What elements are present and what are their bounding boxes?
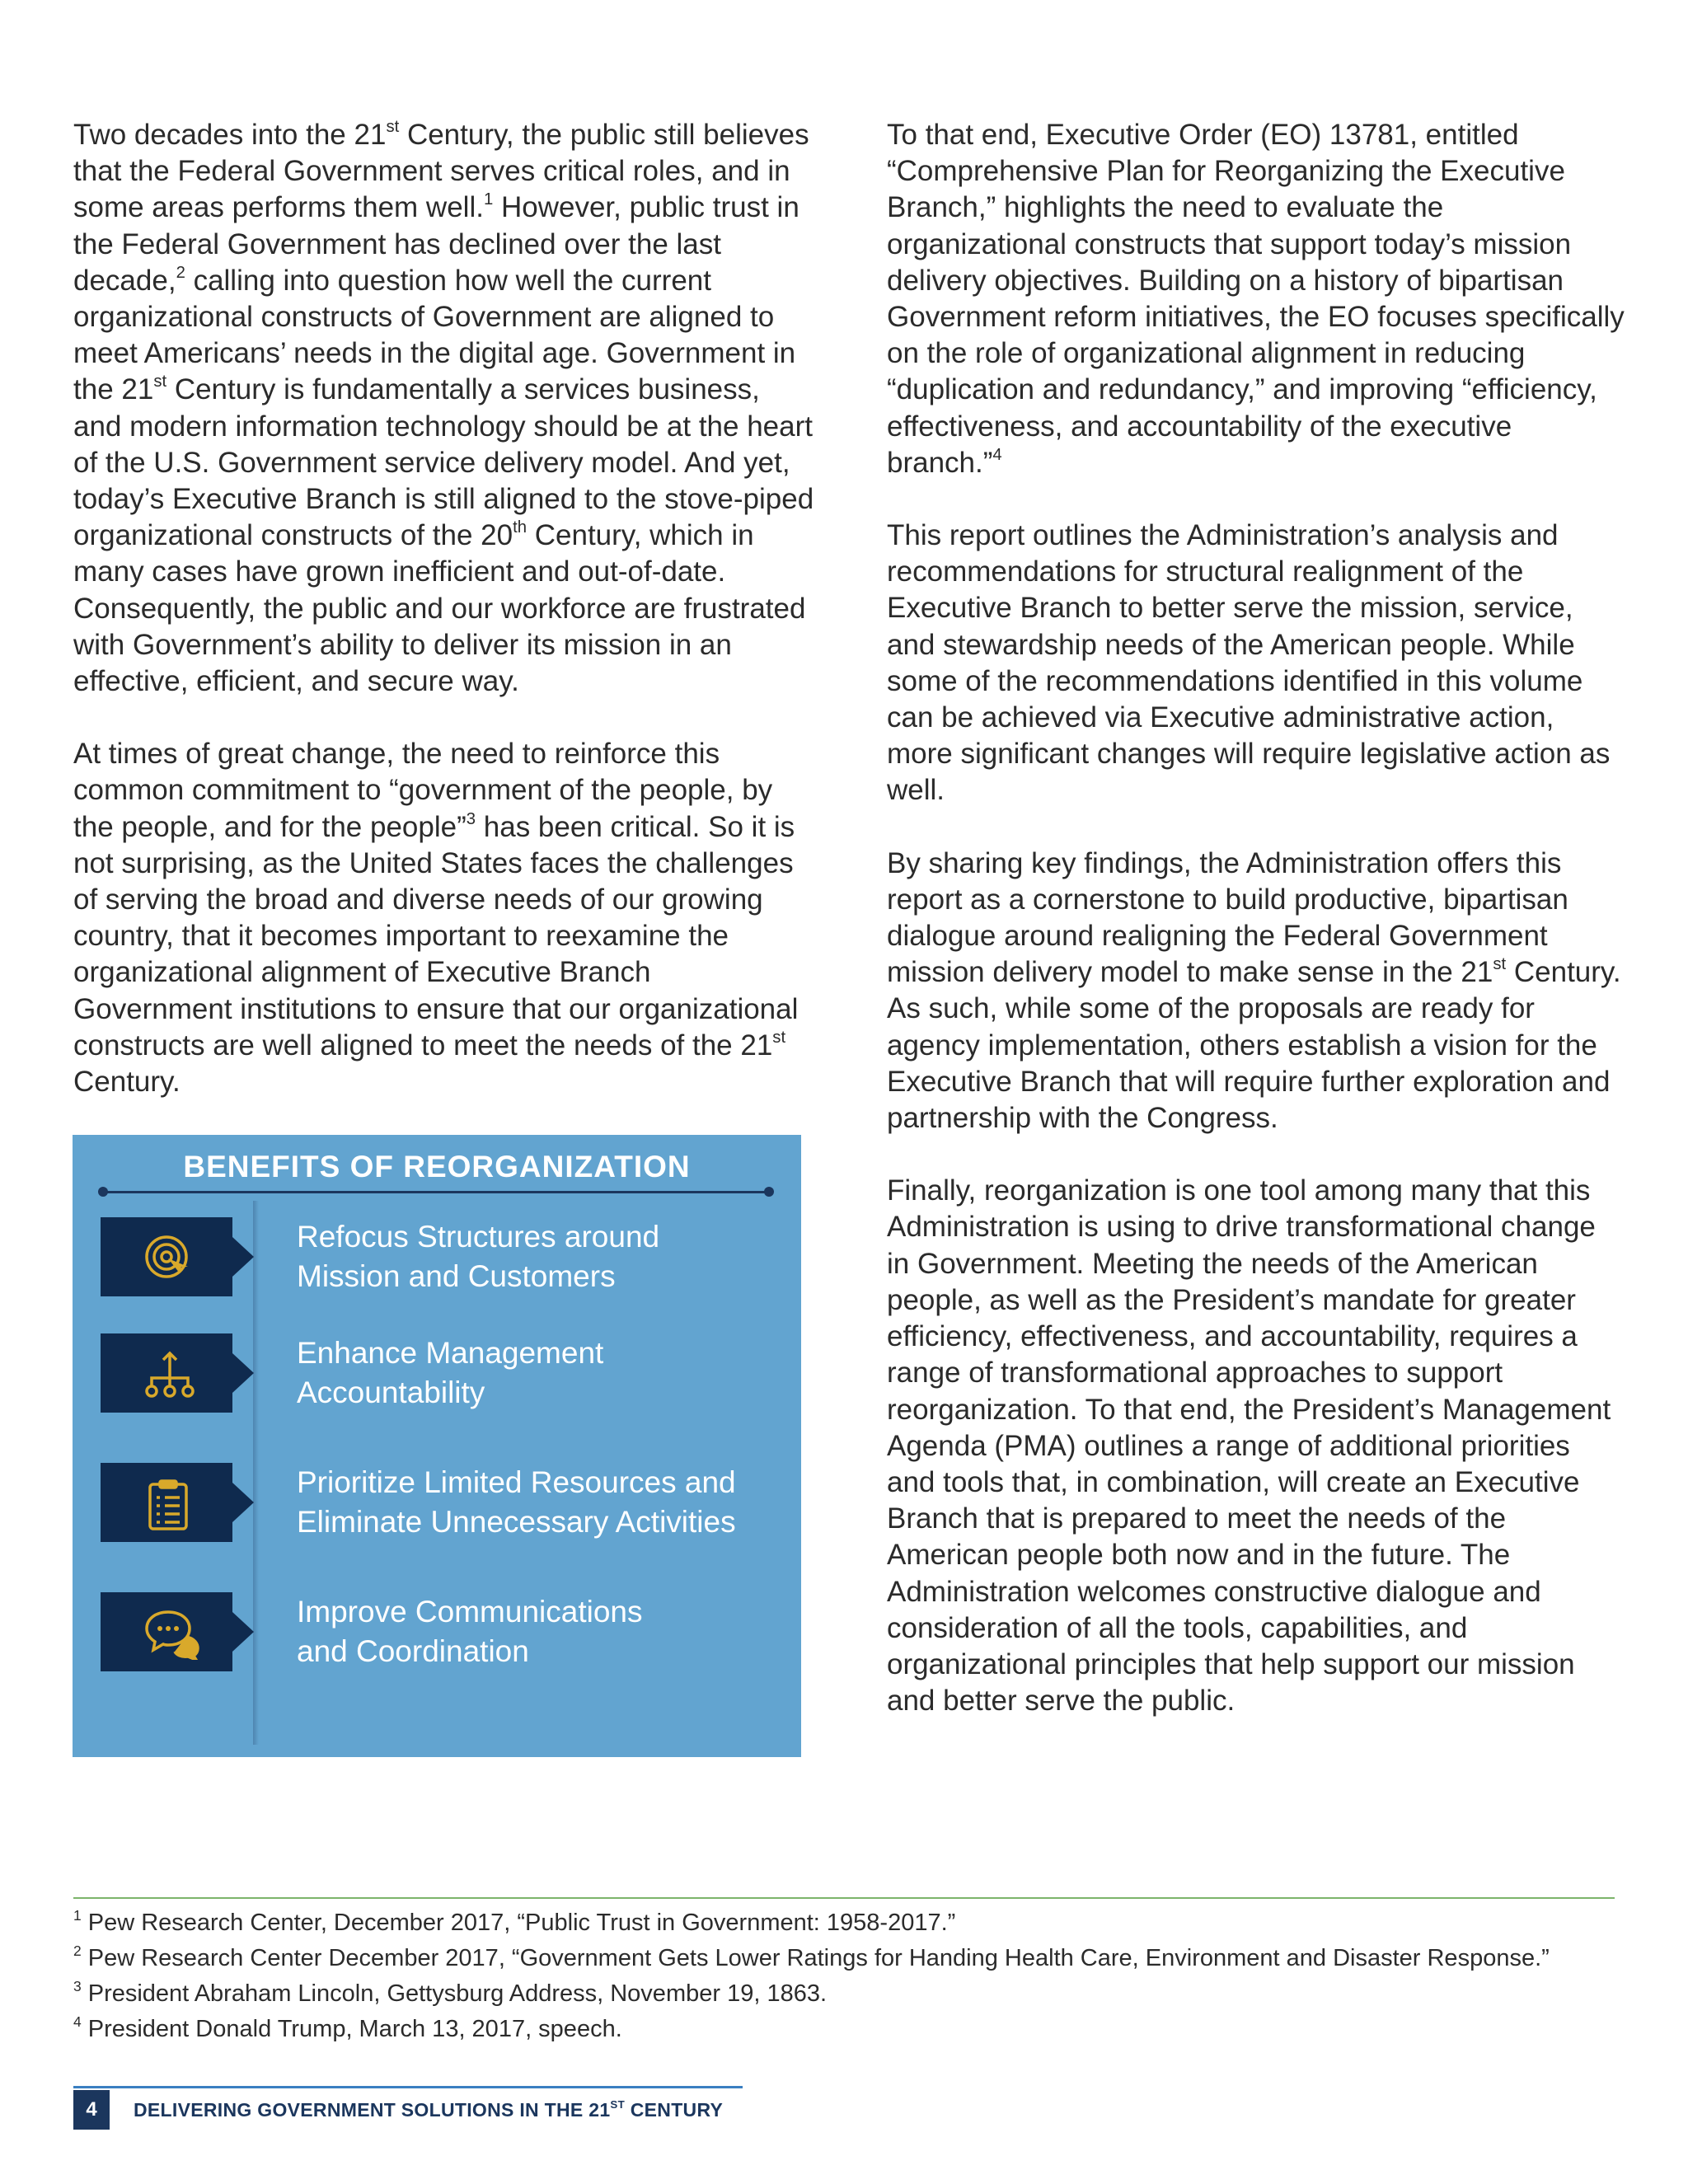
- checklist-icon: [143, 1479, 193, 1532]
- benefit-tab: [101, 1333, 232, 1413]
- page-number: 4: [73, 2090, 110, 2130]
- benefit-item-prioritize: [73, 1463, 801, 1570]
- left-column: [73, 117, 815, 1137]
- benefit-label: Refocus Structures around Mission and Customers: [297, 1220, 660, 1293]
- right-column: [887, 117, 1625, 1755]
- benefit-label: Prioritize Limited Resources and Eliminate Unnecessary Activities: [297, 1465, 736, 1539]
- right-paragraph-1: To that end, Executive Order (EO) 13781, entitled “Comprehensive Plan for Reorganizing the Executive Branch,” highlights the need to evaluate the organizational constructs that support today’s mission delivery objectives. Building on a history of bipartisan Government reform initiatives, the EO focuses specifically on the role of organizational alignment in reducing “duplication and redundancy,” and improving “efficiency, effectiveness, and accountability of the executive branch.”$^4$: [887, 119, 1625, 479]
- superscript: st: [153, 373, 167, 391]
- footnote-3: $^3$ President Abraham Lincoln, Gettysburg Address, November 19, 1863.: [73, 1977, 828, 2007]
- running-title: DELIVERING GOVERNMENT SOLUTIONS IN THE 21ST CENTURY: [134, 2098, 724, 2121]
- target-icon: [143, 1234, 193, 1283]
- footnote-divider: [73, 1897, 1615, 1899]
- benefit-label: Improve Communications and Coordination: [297, 1595, 643, 1668]
- left-paragraph-1: Two decades into the 21st Century, the public still believes that the Federal Government serves critical roles, and in some areas performs them well.$^1$ However, public trust in the Federal Government has declined over the last decade,$^2$ calling into question how well the current organizational constructs of Government are aligned to meet Americans’ needs in the digital age. Government in the 21st Century is fundamentally a services business, and modern information technology should be at the heart of the U.S. Government service delivery model. And yet, today’s Executive Branch is still aligned to the stove-piped organizational constructs of the 20th Century, which in many cases have grown inefficient and out-of-date. Consequently, the public and our workforce are frustrated with Government’s ability to deliver its mission in an effective, efficient, and secure way.: [73, 117, 814, 698]
- speech-bubbles-icon: [143, 1609, 201, 1660]
- divider-dot: [764, 1187, 774, 1197]
- benefits-title: BENEFITS OF REORGANIZATION: [183, 1150, 691, 1183]
- divider-dot: [98, 1187, 108, 1197]
- right-paragraph-3: By sharing key findings, the Administration offers this report as a cornerstone to build productive, bipartisan dialogue around realigning the Federal Government mission delivery model to make sense in the 21st Century. As such, while some of the proposals are ready for agency implementation, others establish a vision for the Executive Branch that will require further exploration and partnership with the Congress.: [887, 846, 1621, 1135]
- superscript: st: [1493, 955, 1507, 974]
- footer-rule: [73, 2086, 743, 2088]
- footnote-ref-3: 3: [466, 809, 476, 828]
- superscript: st: [772, 1028, 786, 1047]
- right-paragraph-4: Finally, reorganization is one tool among many that this Administration is using to drive transformational change in Government. Meeting the needs of the American people, as well as the President’s mandate for greater efficiency, effectiveness, and accountability, requires a range of transformational approaches to support reorganization. To that end, the President’s Management Agenda (PMA) outlines a range of additional priorities and tools that, in combination, will create an Executive Branch that is prepared to meet the needs of the American people both now and in the future. The Administration welcomes constructive dialogue and consideration of all the tools, capabilities, and organizational principles that help support our mission and better serve the public.: [887, 1174, 1611, 1718]
- footnote-ref-4: 4: [992, 445, 1002, 464]
- right-paragraph-2: This report outlines the Administration’s analysis and recommendations for structural realignment of the Executive Branch to better serve the mission, service, and stewardship needs of the American people. While some of the recommendations identified in this volume can be achieved via Executive administrative action, more significant changes will require legislative action as well.: [887, 519, 1611, 807]
- benefit-label: Enhance Management Accountability: [297, 1336, 604, 1409]
- footnote-1: $^1$ Pew Research Center, December 2017, “Public Trust in Government: 1958-2017.”: [73, 1906, 956, 1936]
- left-paragraph-2: At times of great change, the need to reinforce this common commitment to “government of the people, by the people, and for the people”$^3$ has been critical. So it is not surprising, as the United States faces the challenges of serving the broad and diverse needs of our growing country, that it becomes important to reexamine the organizational alignment of Executive Branch Government institutions to ensure that our organizational constructs are well aligned to meet the needs of the 21st Century.: [73, 738, 799, 1099]
- footnote-ref-1: 1: [483, 190, 494, 209]
- benefits-divider: [103, 1191, 769, 1193]
- footnote-ref-2: 2: [176, 263, 185, 282]
- benefit-tab: [101, 1463, 232, 1542]
- footnote-2: $^2$ Pew Research Center December 2017, “Government Gets Lower Ratings for Handing Health Care, Environment and Disaster Response.”: [73, 1942, 1550, 1971]
- benefit-tab: [101, 1592, 232, 1671]
- superscript: th: [513, 518, 528, 537]
- benefit-item-refocus: [73, 1217, 801, 1324]
- footnote-4: $^4$ President Donald Trump, March 13, 2017, speech.: [73, 2013, 622, 2042]
- org-hierarchy-icon: [143, 1350, 196, 1399]
- benefit-tab: [101, 1217, 232, 1296]
- footnotes: [73, 1905, 1623, 2047]
- benefits-of-reorganization-box: [73, 1135, 801, 1757]
- benefit-item-communications: [73, 1592, 801, 1699]
- benefit-item-accountability: [73, 1333, 801, 1441]
- superscript: st: [386, 117, 400, 136]
